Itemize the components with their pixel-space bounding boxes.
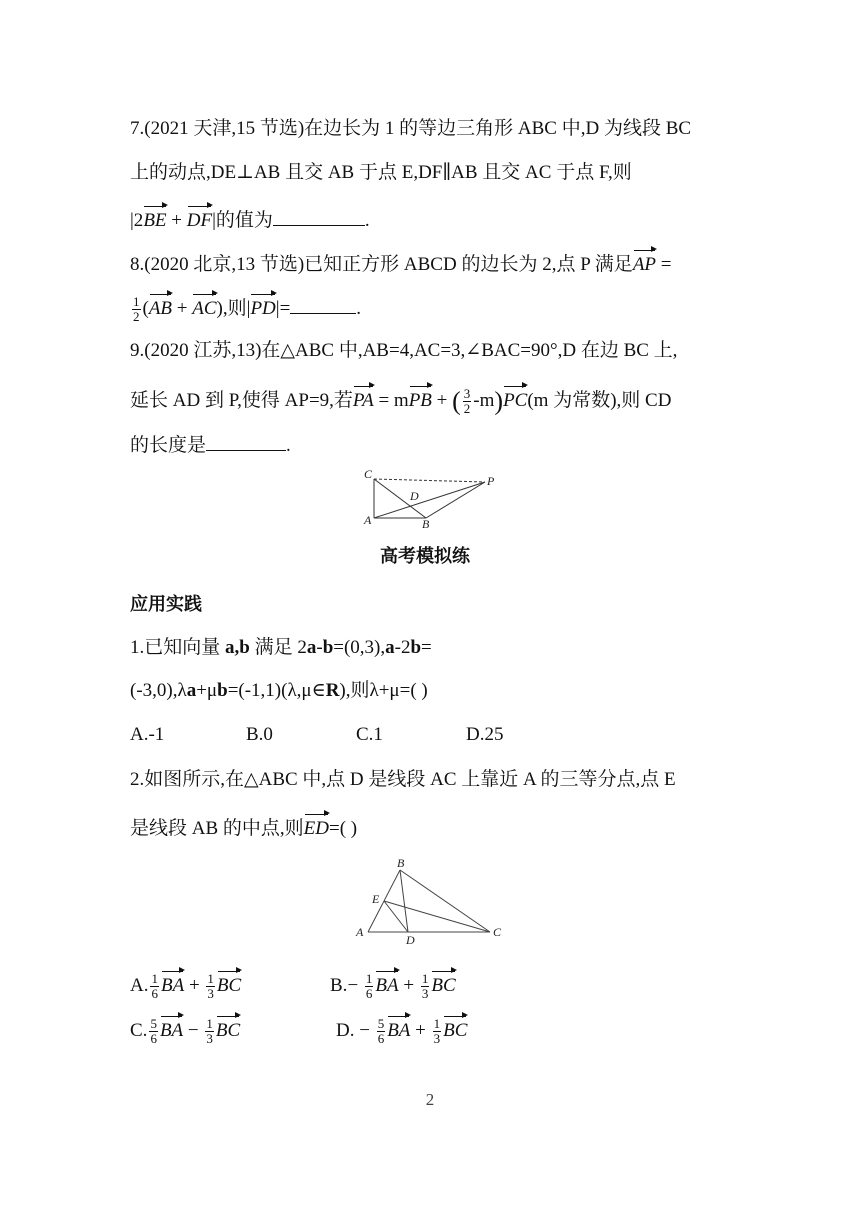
p1-a2: a: [385, 637, 395, 658]
q9-line2-suffix: (m 为常数),则 CD: [527, 390, 672, 411]
p2-option-c[interactable]: [130, 1013, 240, 1046]
p2-line2: [130, 811, 357, 843]
q8-vector-pd: PD: [250, 291, 275, 323]
q8-tail: |=: [275, 298, 291, 319]
p2-label-e: E: [372, 892, 380, 906]
q9-label-a: A: [364, 513, 372, 527]
p2-figure: [352, 856, 512, 948]
q9-line2-prefix: 延长 AD 到 P,使得 AP=9,若: [130, 390, 353, 411]
p1-line2: [130, 677, 428, 705]
p2-label-a: A: [356, 925, 364, 939]
q7-expr-prefix: |2: [130, 210, 144, 231]
p1-option-c[interactable]: C.1: [356, 724, 383, 745]
p2-segment-ec: [384, 901, 490, 932]
q9-end: .: [286, 435, 291, 456]
p2-option-d-f2n: 1: [433, 1016, 441, 1032]
p1-a3: a: [186, 680, 197, 701]
p2-option-c-frac1: [149, 1017, 158, 1046]
q8-answer-blank[interactable]: [290, 293, 356, 314]
p1-b3: b: [217, 680, 228, 701]
p2-option-d-frac1: [377, 1017, 386, 1046]
p1-option-d[interactable]: D.25: [466, 724, 504, 745]
q9-vector-pb: PB: [409, 383, 432, 415]
q9-frac-num: 3: [463, 386, 471, 402]
p2-option-b[interactable]: [330, 968, 456, 1001]
q9-label-p: P: [487, 474, 495, 488]
q7-plus: +: [166, 210, 187, 231]
p2-line2-prefix: 是线段 AB 的中点,则: [130, 818, 304, 839]
p2-option-c-vector-bc: BC: [216, 1013, 240, 1045]
p2-option-d-sign1: −: [354, 1020, 375, 1041]
section-title: 高考模拟练: [380, 546, 470, 567]
p2-option-a-label: A.: [130, 975, 149, 996]
p1-option-b[interactable]: B.0: [246, 724, 273, 745]
p2-option-a-vector-ba: BA: [161, 968, 184, 1000]
p2-option-a-f1n: 1: [151, 971, 158, 987]
p2-option-b-f1d: 6: [365, 986, 373, 1002]
q7-line1: 7.(2021 天津,15 节选)在边长为 1 的等边三角形 ABC 中,D 为线段 BC: [130, 118, 692, 139]
p2-option-b-vector-ba: BA: [375, 968, 398, 1000]
p2-option-a-vector-bc: BC: [217, 968, 241, 1000]
q8-line1: [130, 247, 672, 279]
p2-option-b-sign1: −: [347, 975, 363, 996]
p2-option-b-label: B.: [330, 975, 348, 996]
p1-t9: =(-1,1)(λ,μ∈: [227, 680, 326, 701]
q9-label-b: B: [422, 517, 430, 530]
q9-label-c: C: [364, 467, 373, 481]
p2-option-d-vector-ba: BA: [387, 1013, 410, 1045]
p2-option-a-f2d: 3: [207, 986, 214, 1002]
q8-vector-ac: AC: [192, 291, 216, 323]
p2-option-c-vector-ba: BA: [160, 1013, 183, 1045]
p2-option-d-f2d: 3: [433, 1031, 441, 1047]
q9-frac-den: 2: [463, 401, 471, 417]
p2-option-b-frac2: [421, 972, 430, 1001]
p2-option-a-f2n: 1: [207, 971, 214, 987]
p2-option-b-sign2: +: [398, 975, 419, 996]
q8-vector-ab: AB: [149, 291, 172, 323]
q7-end: .: [364, 210, 370, 231]
p2-option-b-frac1: [365, 972, 374, 1001]
q8-plus: +: [172, 298, 193, 319]
q9-minus-m: -m: [473, 390, 495, 411]
p1-t2: 满足 2: [249, 637, 307, 658]
p2-option-c-f1n: 5: [150, 1016, 157, 1032]
p2-option-c-sign2: −: [183, 1020, 204, 1041]
p2-option-a-frac2: [206, 972, 215, 1001]
p2-option-d-frac2: [433, 1017, 442, 1046]
q8-vector-ap: AP: [633, 247, 656, 279]
p2-option-c-f2d: 3: [206, 1031, 213, 1047]
p2-option-a-sign2: +: [184, 975, 205, 996]
q9-vector-pa: PA: [353, 383, 374, 415]
q9-label-d: D: [410, 489, 419, 503]
p1-ab: a,b: [225, 637, 250, 658]
p2-option-b-vector-bc: BC: [431, 968, 455, 1000]
p1-r: R: [325, 680, 340, 701]
q7-vector-be: BE: [143, 203, 166, 235]
q9-line3: [130, 430, 291, 460]
q7-answer-blank[interactable]: [273, 205, 365, 226]
q9-line3-text: 的长度是: [130, 435, 207, 456]
p2-option-d-f1d: 6: [377, 1031, 385, 1047]
q8-eq: =: [656, 254, 672, 275]
q8-frac-num: 1: [133, 294, 140, 310]
p1-t3: -: [316, 637, 323, 658]
p2-option-c-f1d: 6: [150, 1031, 157, 1047]
q8-line2: [130, 291, 361, 324]
q9-figure: [360, 466, 500, 530]
p2-vector-ed: ED: [304, 811, 329, 843]
p2-option-a-f1d: 6: [151, 986, 158, 1002]
p2-option-b-f2d: 3: [421, 986, 429, 1002]
p1-b1: b: [322, 637, 334, 658]
p2-label-d: D: [406, 933, 415, 947]
q7-expr-suffix: |的值为: [212, 210, 273, 231]
q8-close: ),则|: [216, 298, 251, 319]
q8-frac-den: 2: [133, 309, 140, 325]
p1-t7: (-3,0),λ: [130, 680, 187, 701]
q7-expression: [130, 203, 370, 235]
p1-t8: +μ: [196, 680, 218, 701]
q9-segment-cp: [374, 479, 485, 482]
p1-a1: a: [306, 637, 317, 658]
q9-paren-open: (: [452, 386, 461, 416]
p1-t4: =(0,3),: [333, 637, 386, 658]
q9-line1: 9.(2020 江苏,13)在△ABC 中,AB=4,AC=3,∠BAC=90°,D 在边 BC 上,: [130, 340, 678, 361]
p1-t1: 1.已知向量: [130, 637, 226, 658]
q9-plus: +: [431, 390, 453, 411]
p1-line1: [130, 634, 432, 662]
p2-option-d-sign2: +: [410, 1020, 431, 1041]
p2-option-b-f1n: 1: [365, 971, 373, 987]
p2-option-a[interactable]: [130, 968, 241, 1001]
p2-label-c: C: [493, 925, 502, 939]
subsection-title: 应用实践: [130, 594, 202, 615]
p1-t10: ),则λ+μ=( ): [339, 680, 428, 701]
p2-option-d-label: D.: [336, 1020, 355, 1041]
p2-option-d-f1n: 5: [377, 1016, 385, 1032]
q9-line2: [130, 383, 671, 416]
q7-line2: 上的动点,DE⊥AB 且交 AB 于点 E,DF∥AB 且交 AC 于点 F,则: [130, 162, 632, 183]
p2-option-c-f2n: 1: [206, 1016, 213, 1032]
p2-option-c-frac2: [205, 1017, 214, 1046]
p2-segment-bc: [400, 870, 490, 932]
p2-option-d-vector-bc: BC: [443, 1013, 467, 1045]
p2-option-c-label: C.: [130, 1020, 148, 1041]
p1-b2: b: [410, 637, 422, 658]
q9-answer-blank[interactable]: [206, 430, 286, 451]
q9-eq-m: = m: [373, 390, 409, 411]
p2-option-d[interactable]: [336, 1013, 467, 1046]
q8-open: (: [142, 298, 149, 319]
page-number: 2: [425, 1090, 435, 1109]
p1-option-a[interactable]: A.-1: [130, 724, 165, 745]
p2-option-a-frac1: [150, 972, 159, 1001]
q9-segment-bp: [426, 482, 485, 518]
q9-vector-pc: PC: [503, 383, 527, 415]
p2-line2-suffix: =( ): [328, 818, 358, 839]
p1-t6: =: [421, 637, 432, 658]
p2-option-b-f2n: 1: [421, 971, 429, 987]
q9-fraction: [463, 387, 472, 416]
q7-vector-df: DF: [187, 203, 212, 235]
q8-end: .: [356, 298, 362, 319]
q9-paren-close: ): [494, 386, 504, 416]
q8-fraction: [132, 295, 141, 324]
q9-segment-ap: [374, 482, 485, 518]
p2-label-b: B: [397, 856, 405, 870]
q8-text: 8.(2020 北京,13 节选)已知正方形 ABCD 的边长为 2,点 P 满足: [130, 254, 633, 275]
p2-line1: 2.如图所示,在△ABC 中,点 D 是线段 AC 上靠近 A 的三等分点,点 E: [130, 769, 676, 790]
p1-t5: -2: [394, 637, 411, 658]
